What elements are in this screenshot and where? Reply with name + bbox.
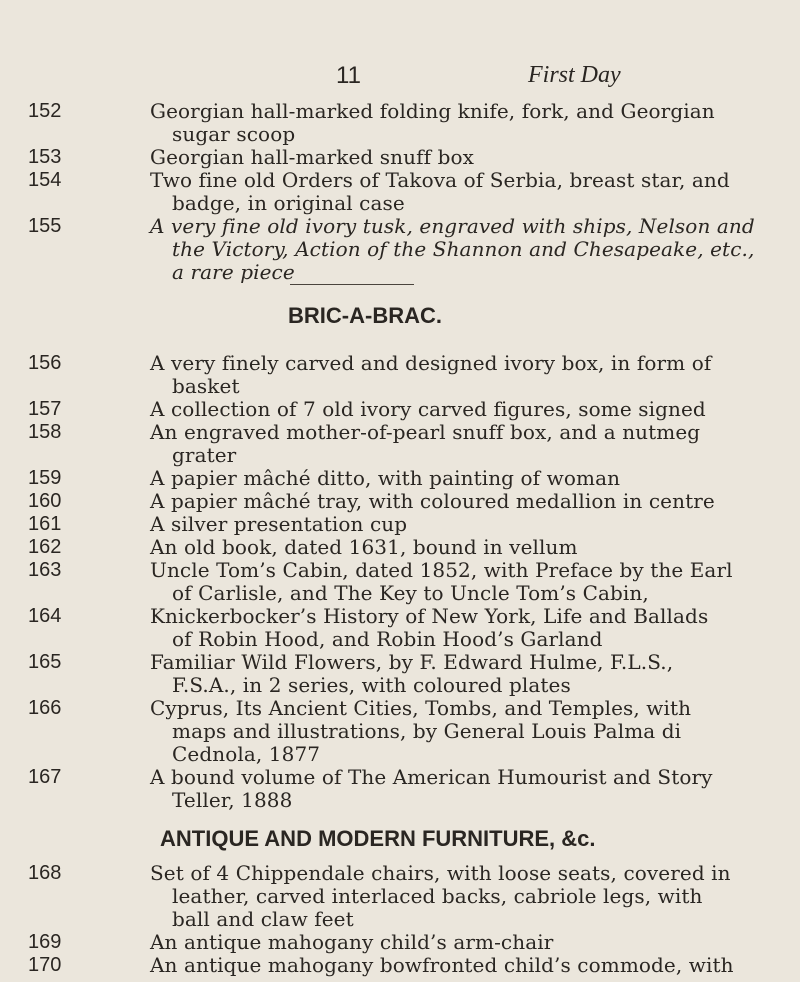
lot-number: 165 bbox=[28, 651, 62, 673]
lot-number: 158 bbox=[28, 421, 62, 443]
section-divider bbox=[290, 284, 414, 285]
lot-description: A very fine old ivory tusk, engraved with ships, Nelson and the Victory, Action of the Shannon and Chesapeake, etc., a rare piece bbox=[150, 214, 755, 284]
lot-description: Knickerbocker’s History of New York, Life and Ballads of Robin Hood, and Robin Hood’s Garland bbox=[150, 604, 709, 651]
section-heading-furniture: ANTIQUE AND MODERN FURNITURE, &c. bbox=[160, 826, 596, 851]
lot-description: A silver presentation cup bbox=[150, 512, 408, 536]
lot-description: Georgian hall-marked snuff box bbox=[150, 145, 475, 169]
section-heading-bric-a-brac: BRIC-A-BRAC. bbox=[288, 303, 442, 328]
lot-number: 169 bbox=[28, 931, 62, 953]
lot-number: 162 bbox=[28, 536, 62, 558]
lot-number: 168 bbox=[28, 862, 62, 884]
lot-description: A papier mâché tray, with coloured medallion in centre bbox=[150, 489, 715, 513]
lot-description: A collection of 7 old ivory carved figures, some signed bbox=[150, 397, 706, 421]
lot-description: An antique mahogany bowfronted child’s commode, with bbox=[150, 953, 734, 977]
lot-description: Familiar Wild Flowers, by F. Edward Hulme, F.L.S., F.S.A., in 2 series, with coloured plates bbox=[150, 650, 674, 697]
lot-number: 166 bbox=[28, 697, 62, 719]
lot-number: 159 bbox=[28, 467, 62, 489]
lot-description: A papier mâché ditto, with painting of woman bbox=[150, 466, 621, 490]
lot-description: Uncle Tom’s Cabin, dated 1852, with Preface by the Earl of Carlisle, and The Key to Uncle Tom’s Cabin, bbox=[150, 558, 733, 605]
lot-description: An old book, dated 1631, bound in vellum bbox=[150, 535, 578, 559]
lot-number: 154 bbox=[28, 169, 62, 191]
lot-description: Cyprus, Its Ancient Cities, Tombs, and Temples, with maps and illustrations, by General Louis Palma di Cednola, 1877 bbox=[150, 696, 692, 766]
page-number: 11 bbox=[336, 62, 361, 89]
lot-number: 155 bbox=[28, 215, 62, 237]
lot-description: Georgian hall-marked folding knife, fork, and Georgian sugar scoop bbox=[150, 99, 715, 146]
running-title: First Day bbox=[528, 62, 621, 88]
lot-number: 160 bbox=[28, 490, 62, 512]
lot-description: A bound volume of The American Humourist and Story Teller, 1888 bbox=[150, 765, 713, 812]
lot-description: A very finely carved and designed ivory box, in form of basket bbox=[150, 351, 712, 398]
lot-number: 152 bbox=[28, 100, 62, 122]
lot-description: An antique mahogany child’s arm-chair bbox=[150, 930, 554, 954]
lot-description: Two fine old Orders of Takova of Serbia, breast star, and badge, in original case bbox=[150, 168, 730, 215]
lot-number: 163 bbox=[28, 559, 62, 581]
lot-number: 167 bbox=[28, 766, 62, 788]
lot-number: 170 bbox=[28, 954, 62, 976]
lot-description: Set of 4 Chippendale chairs, with loose seats, covered in leather, carved interlaced backs, cabriole legs, with ball and claw feet bbox=[150, 861, 731, 931]
lot-number: 161 bbox=[28, 513, 62, 535]
page-header bbox=[0, 62, 800, 96]
lot-number: 164 bbox=[28, 605, 62, 627]
lot-description: An engraved mother-of-pearl snuff box, and a nutmeg grater bbox=[150, 420, 701, 467]
lot-number: 156 bbox=[28, 352, 62, 374]
lot-number: 153 bbox=[28, 146, 62, 168]
lot-number: 157 bbox=[28, 398, 62, 420]
